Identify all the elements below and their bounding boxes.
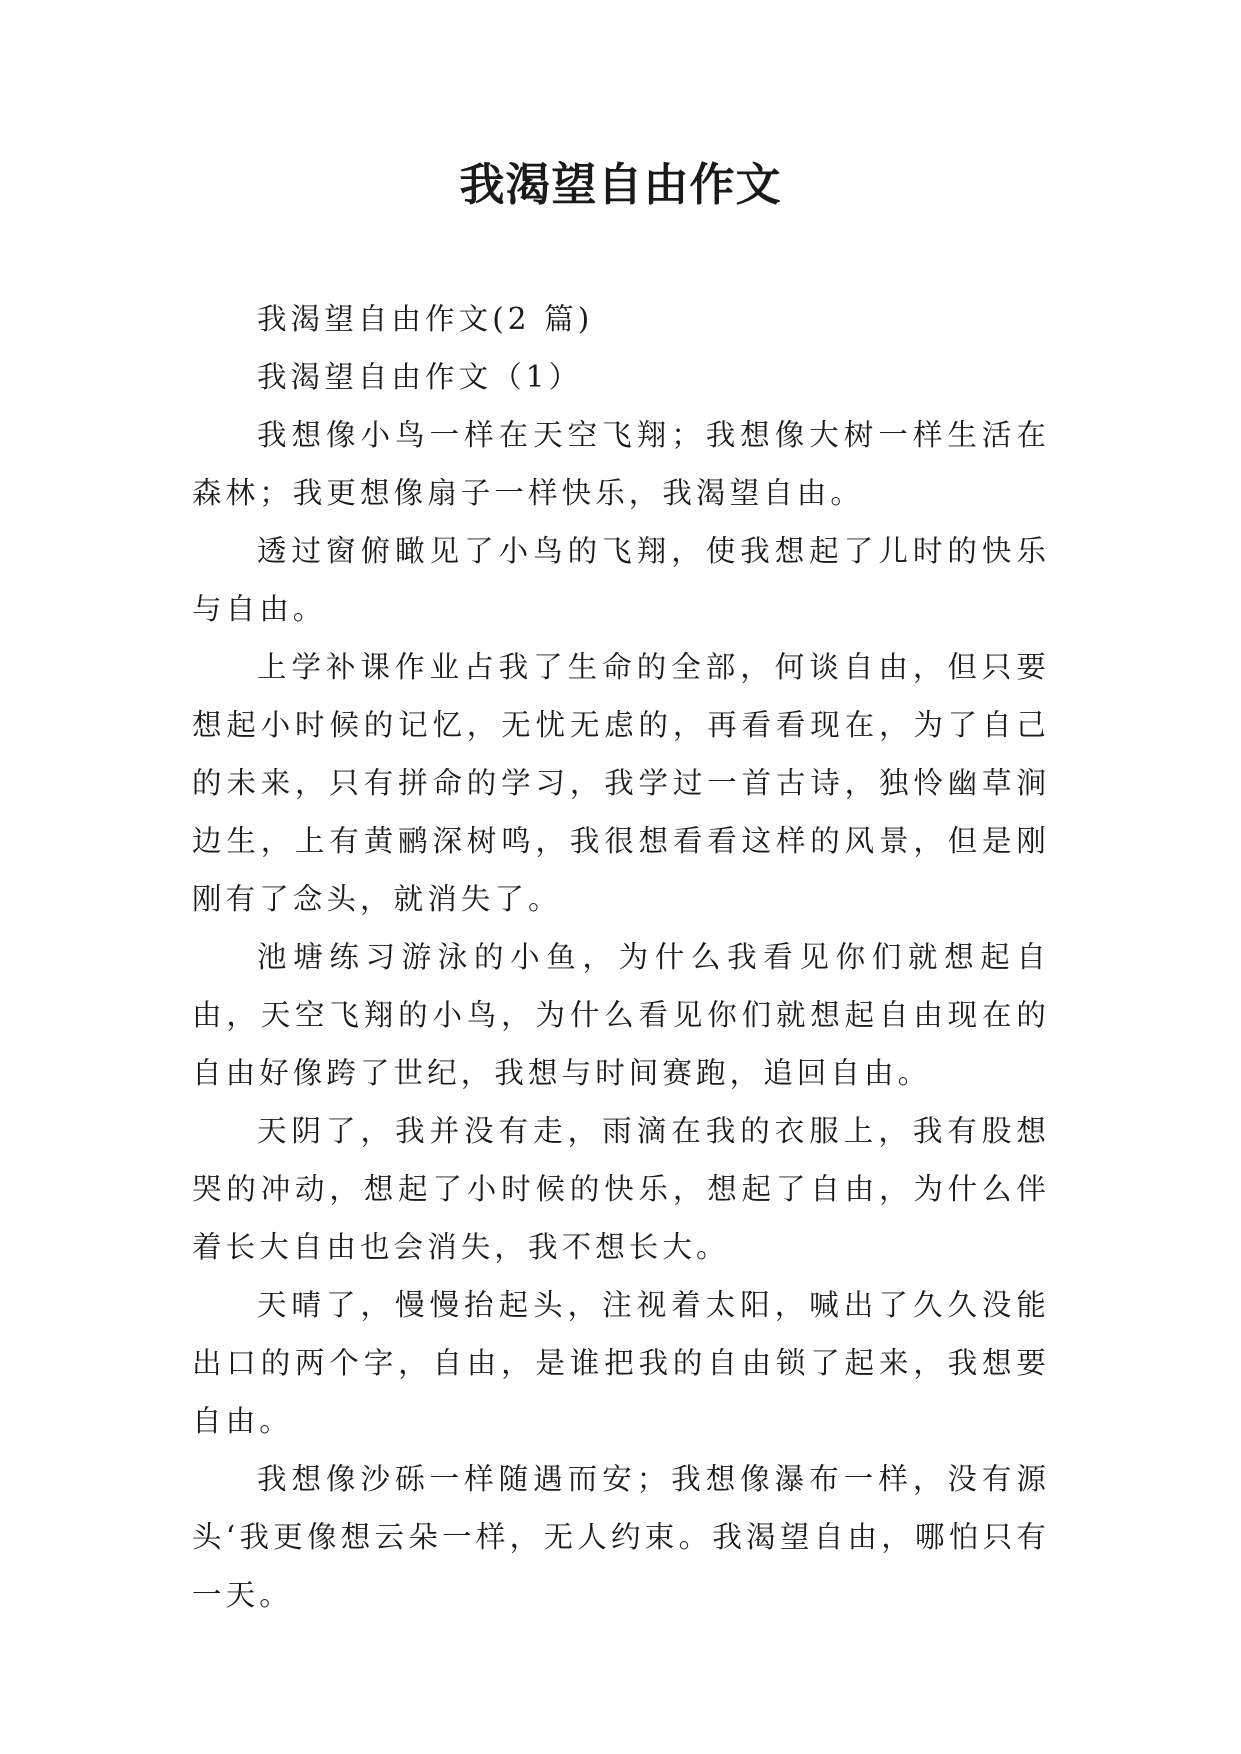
paragraph: 天阴了，我并没有走，雨滴在我的衣服上，我有股想哭的冲动，想起了小时候的快乐，想起了自由，为什么伴着长大自由也会消失，我不想长大。 [192, 1114, 1050, 1264]
paragraph: 我想像沙砾一样随遇而安；我想像瀑布一样，没有源头‘我更像想云朵一样，无人约束。我渴望自由，哪怕只有一天。 [192, 1462, 1050, 1612]
document-title: 我渴望自由作文 [459, 158, 782, 211]
paragraph: 我想像小鸟一样在天空飞翔；我想像大树一样生活在森林；我更想像扇子一样快乐，我渴望自由。 [192, 418, 1050, 510]
paragraph: 池塘练习游泳的小鱼，为什么我看见你们就想起自由，天空飞翔的小鸟，为什么看见你们就想起自由现在的自由好像跨了世纪，我想与时间赛跑，追回自由。 [192, 940, 1050, 1090]
paragraph-subtitle: 我渴望自由作文(2 篇) [257, 302, 594, 336]
paragraph-section-heading: 我渴望自由作文（1） [257, 360, 583, 394]
paragraph: 上学补课作业占我了生命的全部，何谈自由，但只要想起小时候的记忆，无忧无虑的，再看看现在，为了自己的未来，只有拼命的学习，我学过一首古诗，独怜幽草涧边生，上有黄鹂深树鸣，我很想看看这样的风景，但是刚刚有了念头，就消失了。 [192, 650, 1050, 916]
paragraph: 透过窗俯瞰见了小鸟的飞翔，使我想起了儿时的快乐与自由。 [192, 534, 1050, 626]
paragraph: 天晴了，慢慢抬起头，注视着太阳，喊出了久久没能出口的两个字，自由，是谁把我的自由锁了起来，我想要自由。 [192, 1288, 1050, 1438]
document-body [192, 290, 1050, 1624]
